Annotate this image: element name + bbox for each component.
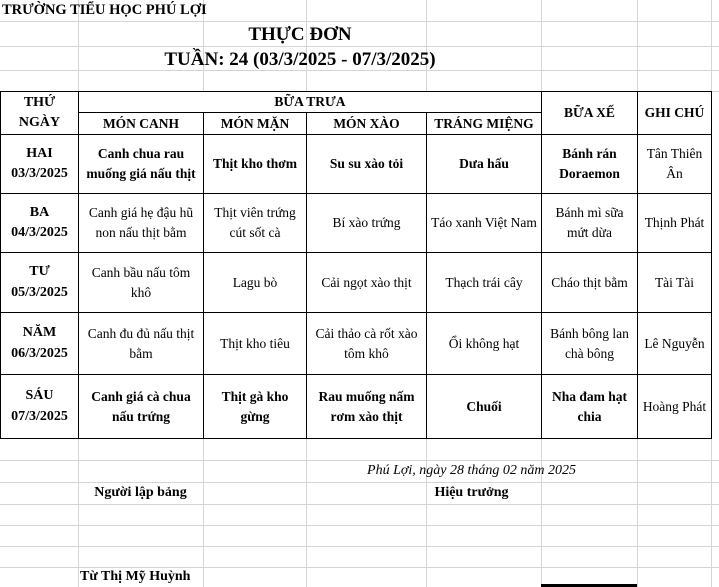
savory-cell: Thịt kho tiêu [204,313,307,375]
header-lunch: BỮA TRƯA [79,92,542,113]
header-soup: MÓN CANH [79,113,204,135]
dessert-cell: Ổi không hạt [427,313,542,375]
preparer-name: Từ Thị Mỹ Huỳnh [80,569,191,584]
stirfry-cell: Bí xào trứng [307,194,427,253]
place-date: Phú Lợi, ngày 28 tháng 02 năm 2025 [367,463,576,478]
week-range: TUẦN: 24 (03/3/2025 - 07/3/2025) [164,49,436,70]
menu-title: THỰC ĐƠN [248,24,352,45]
day-name: TƯ [29,264,50,280]
snack-cell: Bánh bông lan chà bông [542,313,638,375]
stirfry-cell: Cải ngọt xào thịt [307,253,427,313]
day-name: BA [29,204,50,220]
header-day [1,92,79,135]
day-cell [1,375,79,439]
savory-cell: Thịt viên trứng cút sốt cà [204,194,307,253]
soup-cell: Canh đu đủ nấu thịt bằm [79,313,204,375]
dessert-cell: Dưa hấu [427,135,542,194]
day-name: SÁU [25,388,54,404]
day-cell [1,194,79,253]
day-date: 04/3/2025 [11,225,68,241]
school-name: TRƯỜNG TIỂU HỌC PHÚ LỢI [2,2,207,18]
soup-cell: Canh bầu nấu tôm khô [79,253,204,313]
dessert-cell: Táo xanh Việt Nam [427,194,542,253]
soup-cell: Canh giá cà chua nấu trứng [79,375,204,439]
day-cell [1,135,79,194]
header-stirfry: MÓN XÀO [307,113,427,135]
snack-cell: Cháo thịt bằm [542,253,638,313]
savory-cell: Thịt kho thơm [204,135,307,194]
principal-title: Hiệu trưởng [434,485,509,500]
preparer-title: Người lập bảng [94,485,187,500]
snack-cell: Bánh rán Doraemon [542,135,638,194]
stirfry-cell: Su su xào tỏi [307,135,427,194]
note-cell: Tài Tài [638,253,712,313]
savory-cell: Lagu bò [204,253,307,313]
savory-cell: Thịt gà kho gừng [204,375,307,439]
snack-cell: Nha đam hạt chia [542,375,638,439]
table-row [1,253,712,313]
snack-cell: Bánh mì sữa mứt dừa [542,194,638,253]
header-savory: MÓN MẶN [204,113,307,135]
table-row [1,194,712,253]
note-cell: Lê Nguyễn [638,313,712,375]
day-cell [1,253,79,313]
dessert-cell: Chuối [427,375,542,439]
day-date: 05/3/2025 [11,284,68,300]
soup-cell: Canh chua rau muống giá nấu thịt [79,135,204,194]
table-row [1,375,712,439]
header-day-line1: THỨ [23,94,56,110]
menu-table [0,91,712,439]
table-row [1,313,712,375]
note-cell: Thịnh Phát [638,194,712,253]
header-day-line2: NGÀY [18,115,61,131]
day-name: HAI [26,145,53,161]
header-dessert: TRÁNG MIỆNG [427,113,542,135]
soup-cell: Canh giá hẹ đậu hũ non nấu thịt bằm [79,194,204,253]
header-note: GHI CHÚ [638,92,712,135]
day-date: 06/3/2025 [11,345,68,361]
day-cell [1,313,79,375]
stirfry-cell: Cải thảo cà rốt xào tôm khô [307,313,427,375]
stirfry-cell: Rau muống nấm rơm xào thịt [307,375,427,439]
table-row [1,135,712,194]
header-snack: BỮA XẾ [542,92,638,135]
day-date: 03/3/2025 [11,166,68,182]
day-name: NĂM [22,325,57,341]
dessert-cell: Thạch trái cây [427,253,542,313]
note-cell: Tân Thiên Ân [638,135,712,194]
note-cell: Hoàng Phát [638,375,712,439]
day-date: 07/3/2025 [11,408,68,424]
